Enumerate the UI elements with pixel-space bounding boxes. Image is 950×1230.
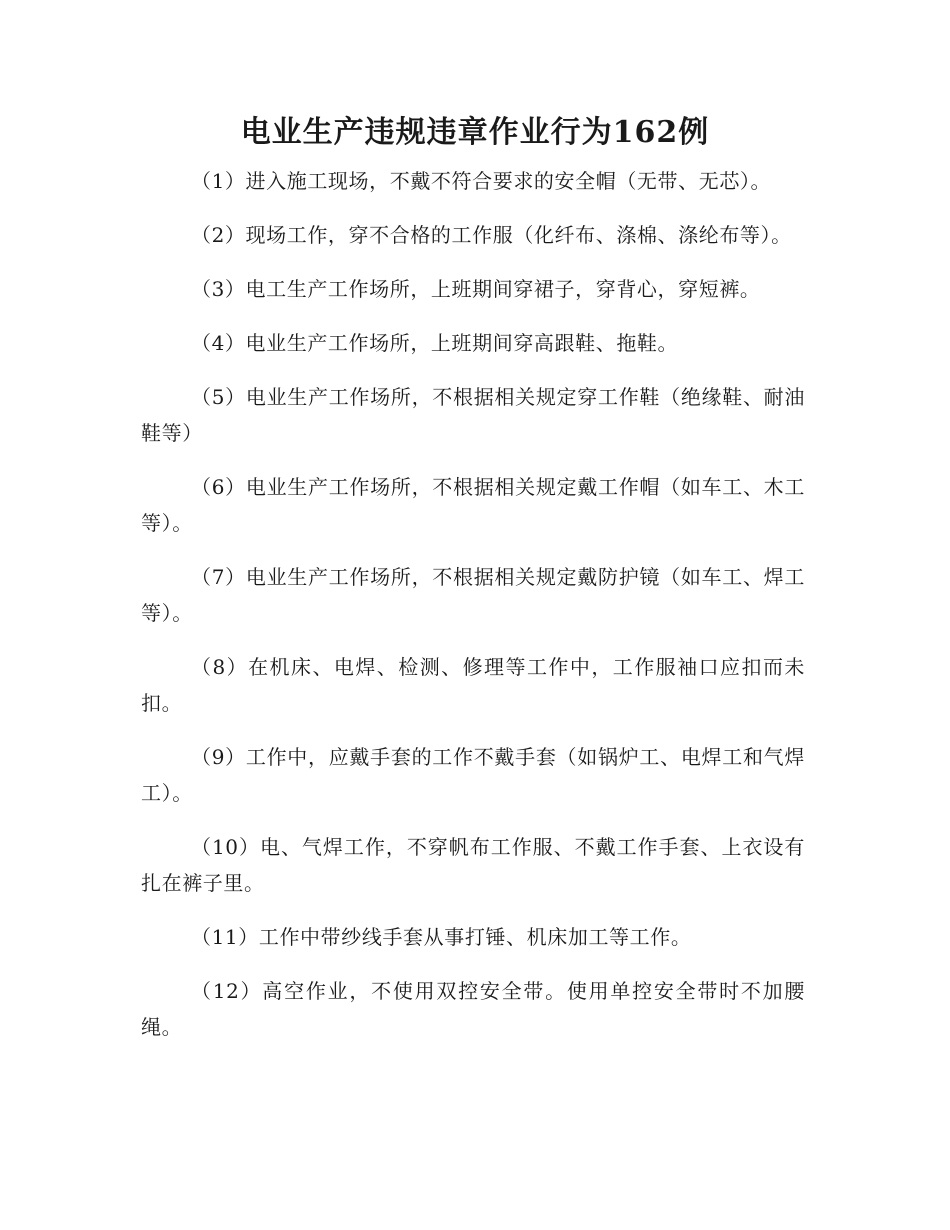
list-item: （6）电业生产工作场所，不根据相关规定戴工作帽（如车工、木工等）。 bbox=[141, 475, 805, 535]
list-item: （7）电业生产工作场所，不根据相关规定戴防护镜（如车工、焊工等）。 bbox=[141, 565, 805, 625]
list-item: （1）进入施工现场，不戴不符合要求的安全帽（无带、无芯）。 bbox=[191, 169, 772, 193]
list-item: （9）工作中，应戴手套的工作不戴手套（如锅炉工、电焊工和气焊工）。 bbox=[141, 745, 805, 805]
list-item: （3）电工生产工作场所，上班期间穿裙子，穿背心，穿短裤。 bbox=[191, 277, 761, 301]
list-item: （11）工作中带纱线手套从事打锤、机床加工等工作。 bbox=[191, 925, 692, 949]
list-item: （2）现场工作，穿不合格的工作服（化纤布、涤棉、涤纶布等）。 bbox=[191, 223, 792, 247]
list-item: （5）电业生产工作场所，不根据相关规定穿工作鞋（绝缘鞋、耐油鞋等） bbox=[141, 385, 805, 445]
list-item: （10）电、气焊工作，不穿帆布工作服、不戴工作手套、上衣设有扎在裤子里。 bbox=[141, 835, 805, 895]
list-item: （12）高空作业，不使用双控安全带。使用单控安全带时不加腰绳。 bbox=[141, 979, 805, 1039]
list-item: （8）在机床、电焊、检测、修理等工作中，工作服袖口应扣而未扣。 bbox=[141, 655, 805, 715]
document-title: 电业生产违规违章作业行为162例 bbox=[240, 115, 710, 150]
violation-list bbox=[141, 163, 805, 1063]
list-item: （4）电业生产工作场所，上班期间穿高跟鞋、拖鞋。 bbox=[191, 331, 679, 355]
